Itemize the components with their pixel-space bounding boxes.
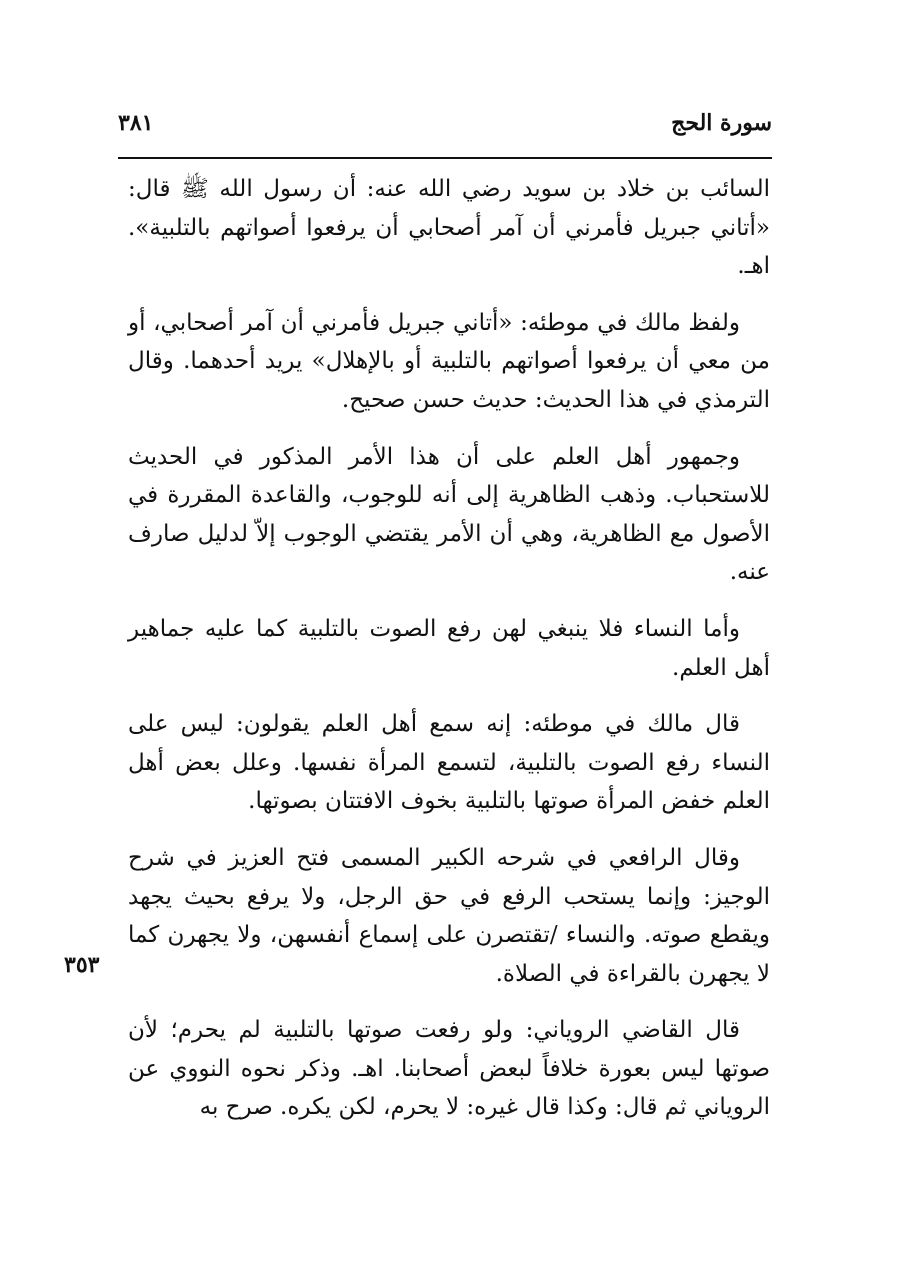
paragraph-majority-scholars: وجمهور أهل العلم على أن هذا الأمر المذكور في الحديث للاستحباب. وذهب الظاهرية إلى أنه للوجوب، والقاعدة المقررة في الأصول مع الظاهرية، وهي أن الأمر يقتضي الوجوب إلاّ لدليل صارف عنه.	[128, 443, 770, 586]
paragraph-hadith-saib: السائب بن خلاد بن سويد رضي الله عنه: أن رسول الله ﷺ قال: «أتاني جبريل فأمرني أن آمر أصحابي أن يرفعوا أصواتهم بالتلبية». اهـ.	[128, 176, 770, 280]
surah-title: سورة الحج	[671, 110, 772, 136]
paragraph-women-talbiyah: وأما النساء فلا ينبغي لهن رفع الصوت بالتلبية كما عليه جماهير أهل العلم.	[128, 615, 770, 681]
page-body	[128, 170, 770, 1127]
paragraph-malik-muwatta: ولفظ مالك في موطئه: «أتاني جبريل فأمرني أن آمر أصحابي، أو من معي أن يرفعوا أصواتهم بالتلبية أو بالإهلال» يريد أحدهما. وقال الترمذي في هذا الحديث: حديث حسن صحيح.	[128, 309, 770, 413]
paragraph-ruyani: قال القاضي الروياني: ولو رفعت صوتها بالتلبية لم يحرم؛ لأن صوتها ليس بعورة خلافاً لبعض أصحابنا. اهـ. وذكر نحوه النووي عن الروياني ثم قال: وكذا قال غيره: لا يحرم، لكن يكره. صرح به	[128, 1017, 770, 1121]
paragraph-malik-women: قال مالك في موطئه: إنه سمع أهل العلم يقولون: ليس على النساء رفع الصوت بالتلبية، لتسمع المرأة نفسها. وعلل بعض أهل العلم خفض المرأة صوتها بالتلبية بخوف الافتتان بصوتها.	[128, 711, 770, 815]
page-header	[118, 108, 772, 148]
header-divider	[118, 157, 772, 159]
page-number: ٣٨١	[118, 110, 154, 136]
margin-page-reference: ٣٥٣	[64, 952, 100, 978]
paragraph-rafii: وقال الرافعي في شرحه الكبير المسمى فتح العزيز في شرح الوجيز: وإنما يستحب الرفع في حق الرجل، ولا يرفع بحيث يجهد ويقطع صوته. والنساء /تقتصرن على إسماع أنفسهن، ولا يجهرن كما لا يجهرن بالقراءة في الصلاة.	[128, 844, 771, 987]
